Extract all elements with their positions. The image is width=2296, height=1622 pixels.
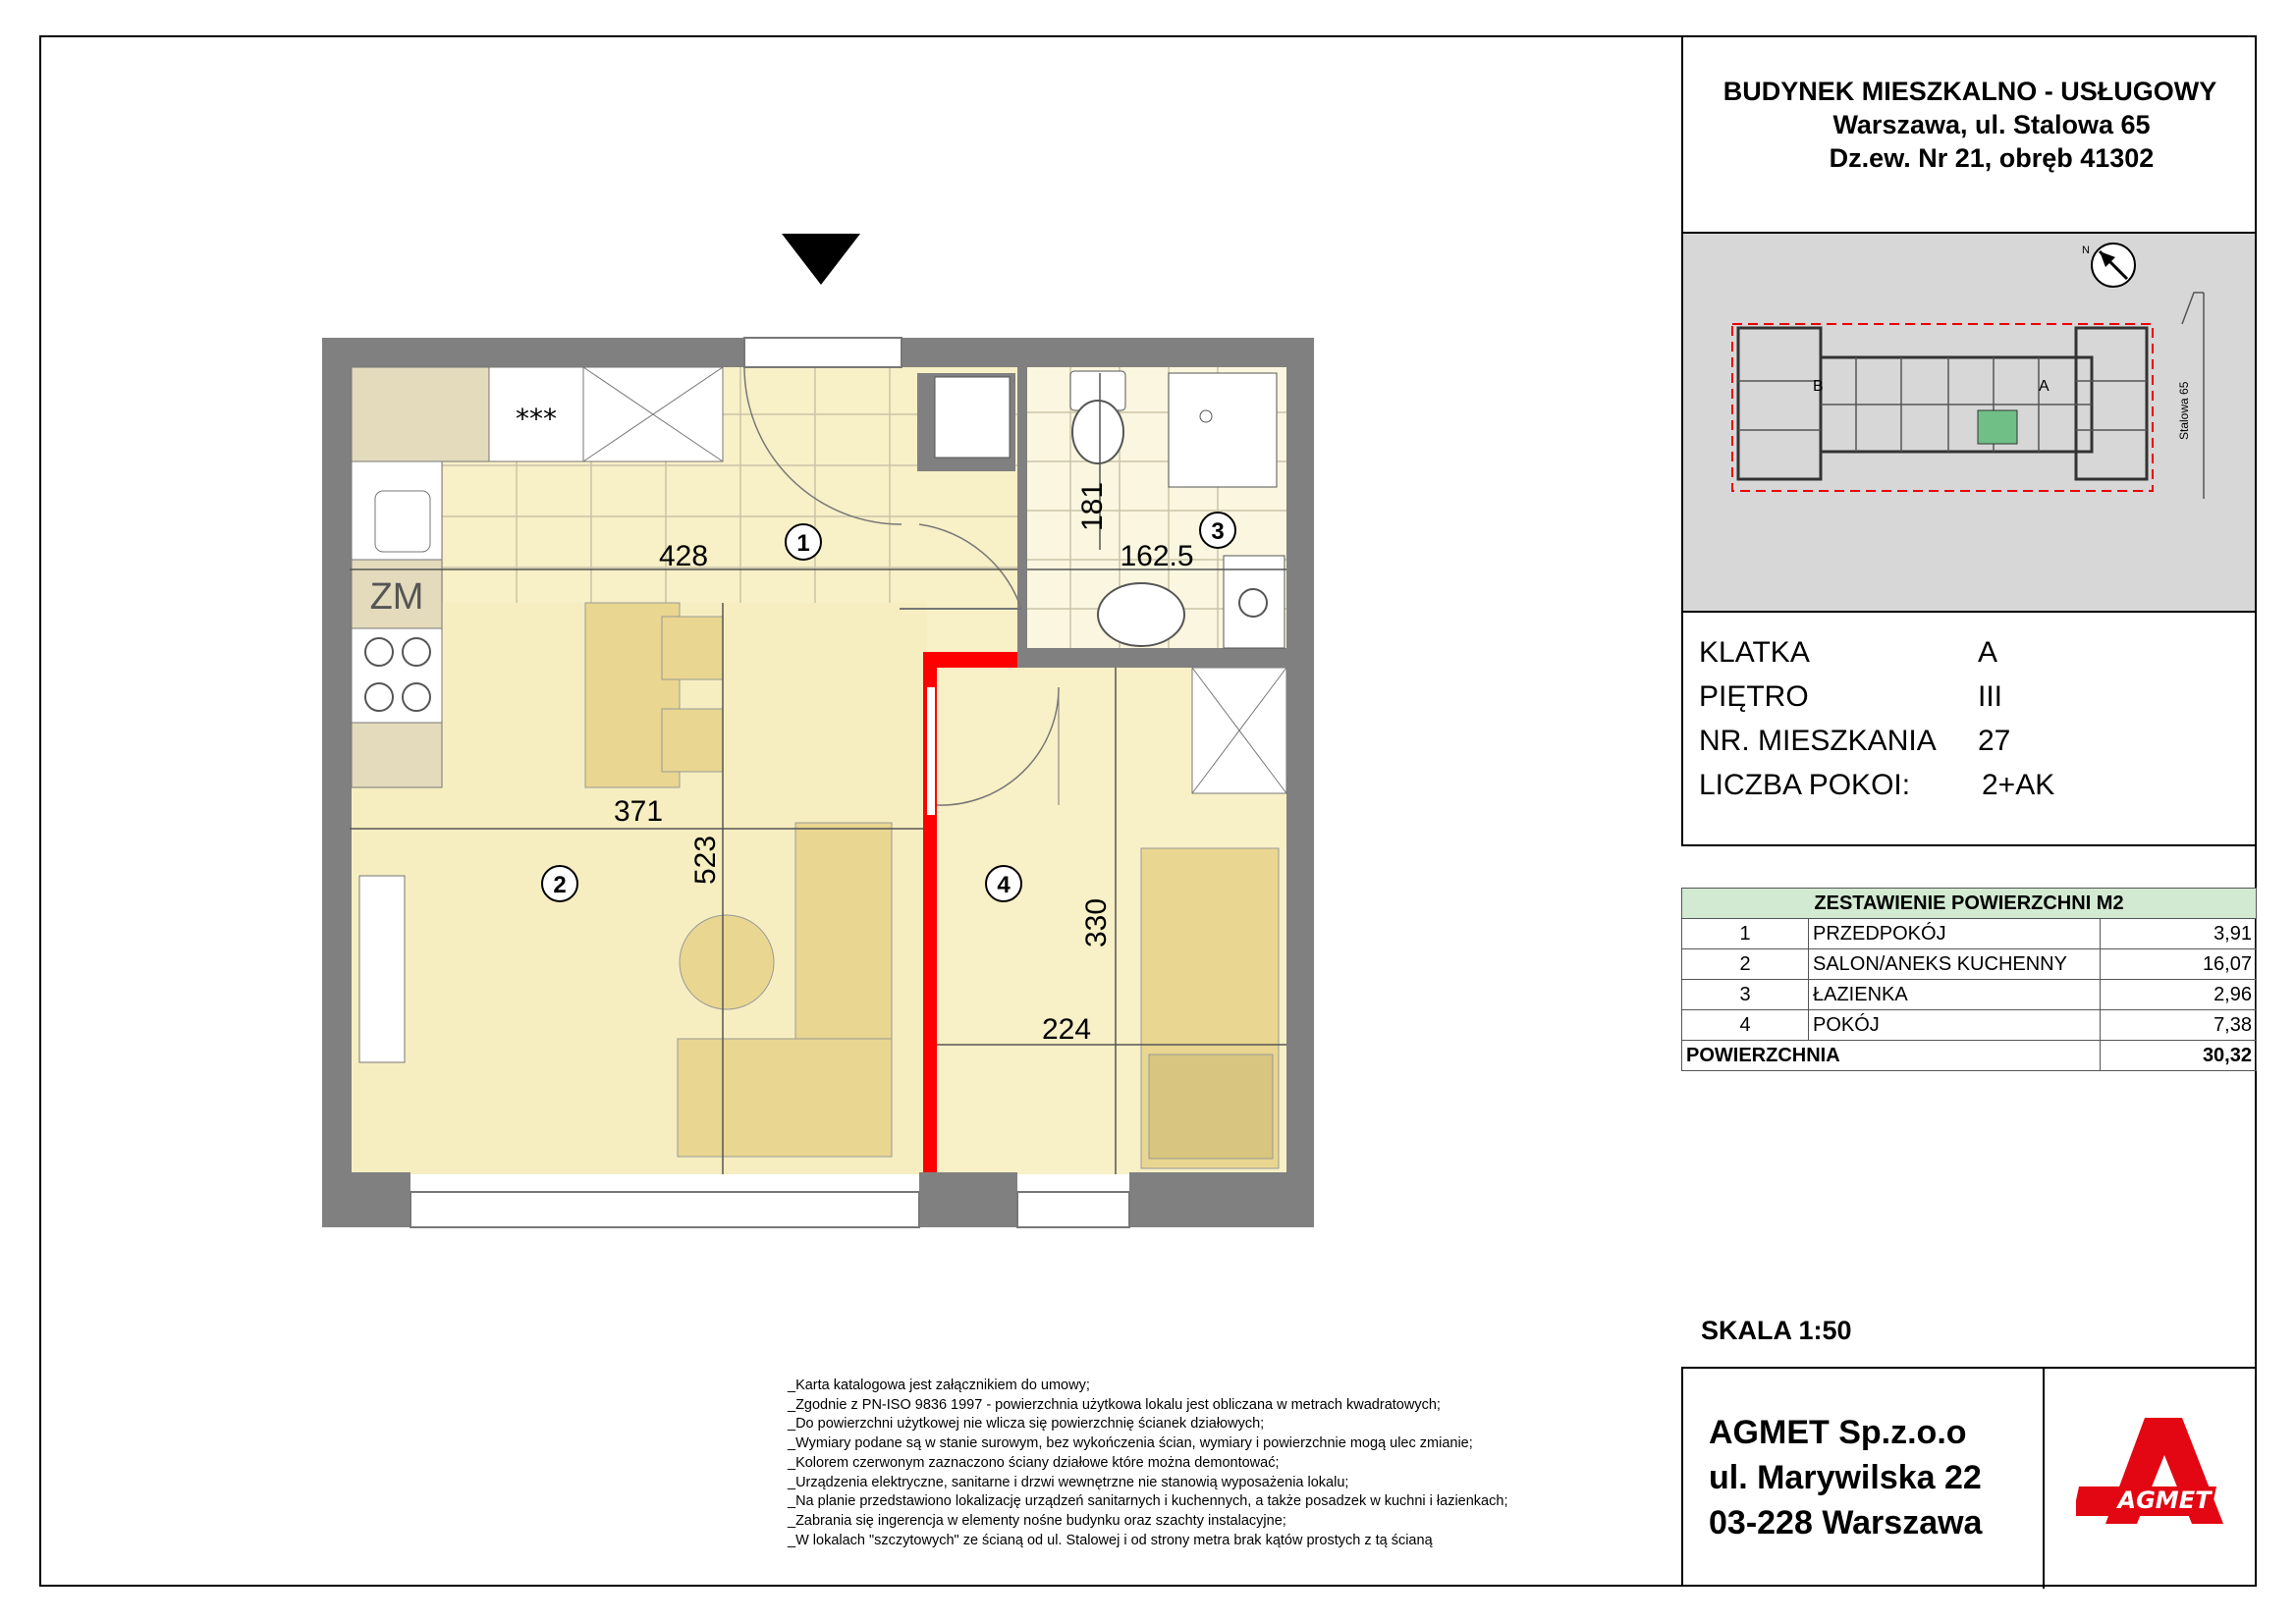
dim-224: 224 — [1041, 1013, 1092, 1046]
removable-wall-top — [923, 652, 1017, 668]
company-street: ul. Marywilska 22 — [1709, 1459, 1982, 1496]
shower — [1169, 373, 1277, 487]
table-row: 1 PRZEDPOKÓJ 3,91 — [1682, 919, 2257, 949]
apartment-highlight — [1978, 410, 2017, 444]
zm-label: ZM — [369, 576, 424, 618]
note-line: _Wymiary podane są w stanie surowym, bez wykończenia ścian, wymiary i powierzchnie mogą ulec zmianie; — [788, 1435, 1473, 1452]
key-plan-drawing — [1683, 234, 2255, 611]
notes — [788, 1377, 1652, 1550]
pokoi-label: LICZBA POKOI: — [1699, 769, 1911, 801]
street-label: Stalowa 65 — [2177, 381, 2191, 440]
mieszkanie-value: 27 — [1978, 725, 2011, 757]
area-table-title: ZESTAWIENIE POWIERZCHNI M2 — [1682, 889, 2257, 919]
note-line: _Zgodnie z PN-ISO 9836 1997 - powierzchnia użytkowa lokalu jest obliczana w metrach kwadratowych; — [788, 1396, 1441, 1413]
cabinet — [352, 723, 442, 787]
klatka-value: A — [1978, 636, 1998, 669]
scale-label: SKALA 1:50 — [1701, 1316, 1852, 1345]
washbasin — [1098, 583, 1184, 646]
room-1-number: 1 — [796, 530, 810, 557]
stars-label: *** — [516, 403, 557, 435]
address: Warszawa, ul. Stalowa 65 — [1832, 110, 2151, 139]
building-name: BUDYNEK MIESZKALNO - USŁUGOWY — [1722, 77, 2217, 106]
stair-a-label: A — [2039, 378, 2050, 395]
entrance-arrow-icon — [782, 234, 860, 285]
note-line: _W lokalach "szczytowych" ze ścianą od ul. Stalowej i od strony metra brak kątów prostych z tą ścianą — [788, 1532, 1433, 1548]
pietro-label: PIĘTRO — [1699, 680, 1809, 713]
total-row: POWIERZCHNIA 30,32 — [1682, 1041, 2257, 1071]
klatka-label: KLATKA — [1699, 636, 1810, 669]
pillow — [1149, 1054, 1273, 1159]
note-line: _Na planie przedstawiono lokalizację urządzeń sanitarnych i kuchennych, a także posadzek w kuchni i łazienkach; — [788, 1493, 1508, 1510]
dim-181: 181 — [1076, 481, 1109, 532]
title-block-header — [1681, 35, 2257, 232]
room-3-number: 3 — [1211, 518, 1225, 545]
plot-number: Dz.ew. Nr 21, obręb 41302 — [1829, 143, 2155, 173]
coffee-table — [680, 915, 774, 1009]
dim-371: 371 — [613, 795, 664, 828]
hob — [352, 628, 442, 723]
chair — [662, 617, 723, 679]
pietro-value: III — [1978, 680, 2003, 713]
chair — [662, 709, 723, 772]
dim-330: 330 — [1080, 897, 1113, 948]
company-block — [1681, 1367, 2257, 1587]
agmet-logo — [2076, 1408, 2243, 1545]
dim-523: 523 — [689, 835, 722, 886]
company-address — [1709, 1410, 1982, 1545]
tv-cabinet — [359, 876, 405, 1062]
company-city: 03-228 Warszawa — [1709, 1504, 1983, 1541]
fridge — [352, 367, 489, 461]
area-table — [1681, 888, 2257, 1071]
table-row: 2 SALON/ANEKS KUCHENNY 16,07 — [1682, 949, 2257, 980]
mieszkanie-label: NR. MIESZKANIA — [1699, 725, 1937, 757]
company-name: AGMET Sp.z.o.o — [1709, 1414, 1967, 1451]
door-opening — [927, 687, 935, 815]
note-line: _Urządzenia elektryczne, sanitarne i drzwi wewnętrzne nie stanowią wyposażenia lokalu; — [788, 1474, 1349, 1490]
logo-text: AGMET — [2117, 1487, 2212, 1514]
note-line: _Do powierzchni użytkowej nie wlicza się powierzchnię ścianek działowych; — [788, 1416, 1265, 1433]
stair-b-label: B — [1813, 378, 1824, 395]
dim-162-5: 162.5 — [1120, 540, 1194, 572]
pokoi-value: 2+AK — [1982, 769, 2055, 801]
note-line: _Zabrania się ingerencja w elementy nośne budynku oraz szachty instalacyjne; — [788, 1512, 1286, 1529]
room-2-number: 2 — [553, 872, 567, 898]
dim-428: 428 — [658, 540, 709, 572]
key-plan — [1681, 232, 2257, 613]
toilet — [1072, 401, 1123, 463]
note-line: _Kolorem czerwonym zaznaczono ściany działowe które można demontować; — [788, 1454, 1280, 1471]
shaft — [935, 377, 1010, 458]
room-4-number: 4 — [997, 872, 1011, 898]
sofa-chaise — [678, 1039, 892, 1157]
note-line: _Karta katalogowa jest załącznikiem do umowy; — [788, 1378, 1090, 1393]
table-row: 3 ŁAZIENKA 2,96 — [1682, 980, 2257, 1010]
table-row: 4 POKÓJ 7,38 — [1682, 1010, 2257, 1041]
north-label: N — [2082, 244, 2090, 256]
apartment-info — [1681, 613, 2257, 846]
